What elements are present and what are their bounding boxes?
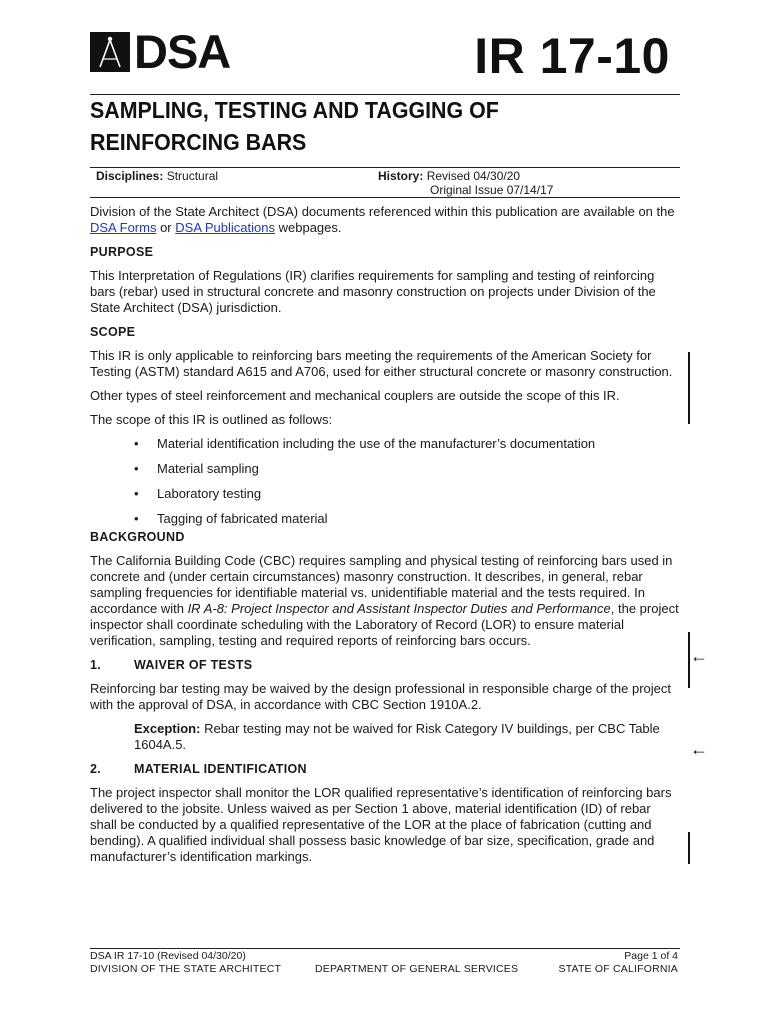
list-item: • Material sampling [90,461,680,486]
ir-a8-reference: IR A-8: Project Inspector and Assistant Inspector Duties and Performance [187,601,611,616]
footer-department: DEPARTMENT OF GENERAL SERVICES [315,963,519,975]
footer-rule [90,948,680,949]
disciplines-value: Structural [166,169,219,183]
footer-page-number: Page 1 of 4 [624,950,678,962]
background-heading: BACKGROUND [90,530,185,544]
scope-paragraph-3: The scope of this IR is outlined as follows: [90,412,333,427]
background-paragraph [90,553,680,649]
footer-state: STATE OF CALIFORNIA [558,963,678,975]
logo-text: DSA [134,25,231,78]
disciplines-label: Disciplines: [96,169,164,183]
history [378,169,520,183]
purpose-paragraph: This Interpretation of Regulations (IR) clarifies requirements for sampling and testing of reinforcing bars (rebar) used in structural concrete and masonry construction on projects under Division of the State Architect (DSA) jurisdiction. [90,268,656,315]
list-item: • Tagging of fabricated material [90,511,680,529]
document-id: IR 17-10 [474,28,670,84]
meta-top-rule [90,167,680,168]
section-1-heading [90,657,680,673]
section-1-exception [134,721,680,753]
list-item: • Material identification including the use of the manufacturer’s documentation [90,436,680,461]
change-bar [688,352,690,424]
dsa-forms-link[interactable]: DSA Forms [90,220,157,235]
page-header [90,26,680,94]
history-original: Original Issue 07/14/17 [430,183,554,197]
scope-paragraph-2: Other types of steel reinforcement and mechanical couplers are outside the scope of this IR. [90,388,620,403]
left-arrow-icon: ← [690,739,708,759]
intro-text-end: webpages. [275,220,342,235]
background-text-end: , the project inspector shall coordinate scheduling with the Laboratory of Record (LOR) to ensure material verification, sampling, testing and required reports of reinforcing bars occurs. [90,601,679,648]
section-2-paragraph: The project inspector shall monitor the LOR qualified representative’s identification of reinforcing bars delivered to the jobsite. Unless waived as per Section 1 above, material identification (ID) of rebar shall be conducted by a qualified representative of the LOR at the place of fabrication (cutting and bending). A qualified individual shall possess basic knowledge of bar size, specification, grade and manufacturer’s identification markings. [90,785,672,864]
list-item: • Laboratory testing [90,486,680,511]
scope-list [90,436,680,529]
history-revised: Revised 04/30/20 [426,169,521,183]
compass-logo-icon [90,32,130,72]
dsa-logo [90,25,231,78]
section-1-paragraph: Reinforcing bar testing may be waived by the design professional in responsible charge of the project with the approval of DSA, in accordance with CBC Section 1910A.2. [90,681,672,712]
document-body [90,204,680,873]
background-text: The California Building Code (CBC) requires sampling and physical testing of reinforcing bars used in concrete and (under certain circumstances) masonry construction. It describes, in general, rebar sampling frequencies for identifiable material vs. unidentifiable material and the tests required. In accordance with [90,553,673,616]
section-2-heading [90,761,680,777]
scope-paragraph-1: This IR is only applicable to reinforcing bars meeting the requirements of the American Society for Testing (ASTM) standard A615 and A706, used for either structural concrete or masonry construction. [90,348,673,379]
change-bar [688,832,690,864]
document-title: SAMPLING, TESTING AND TAGGING OF REINFORCING BARS [90,97,499,155]
exception-label: Exception: [134,721,201,736]
history-label: History: [378,169,424,183]
scope-heading: SCOPE [90,325,136,339]
section-2-number: 2. [90,762,102,776]
meta-bottom-rule [90,197,680,198]
section-1-title: WAIVER OF TESTS [134,658,253,672]
section-2-title: MATERIAL IDENTIFICATION [134,762,307,776]
intro-paragraph [90,204,680,236]
exception-text: Rebar testing may not be waived for Risk Category IV buildings, per CBC Table 1604A.5. [134,721,660,752]
purpose-heading: PURPOSE [90,245,154,259]
dsa-publications-link[interactable]: DSA Publications [175,220,275,235]
section-1-number: 1. [90,658,102,672]
left-arrow-icon: ← [690,646,708,666]
intro-text: Division of the State Architect (DSA) documents referenced within this publication are available on the [90,204,675,219]
intro-text-or: or [156,220,176,235]
disciplines [96,169,218,183]
footer-division: DIVISION OF THE STATE ARCHITECT [90,963,282,975]
footer-doc-ref: DSA IR 17-10 (Revised 04/30/20) [90,950,246,962]
